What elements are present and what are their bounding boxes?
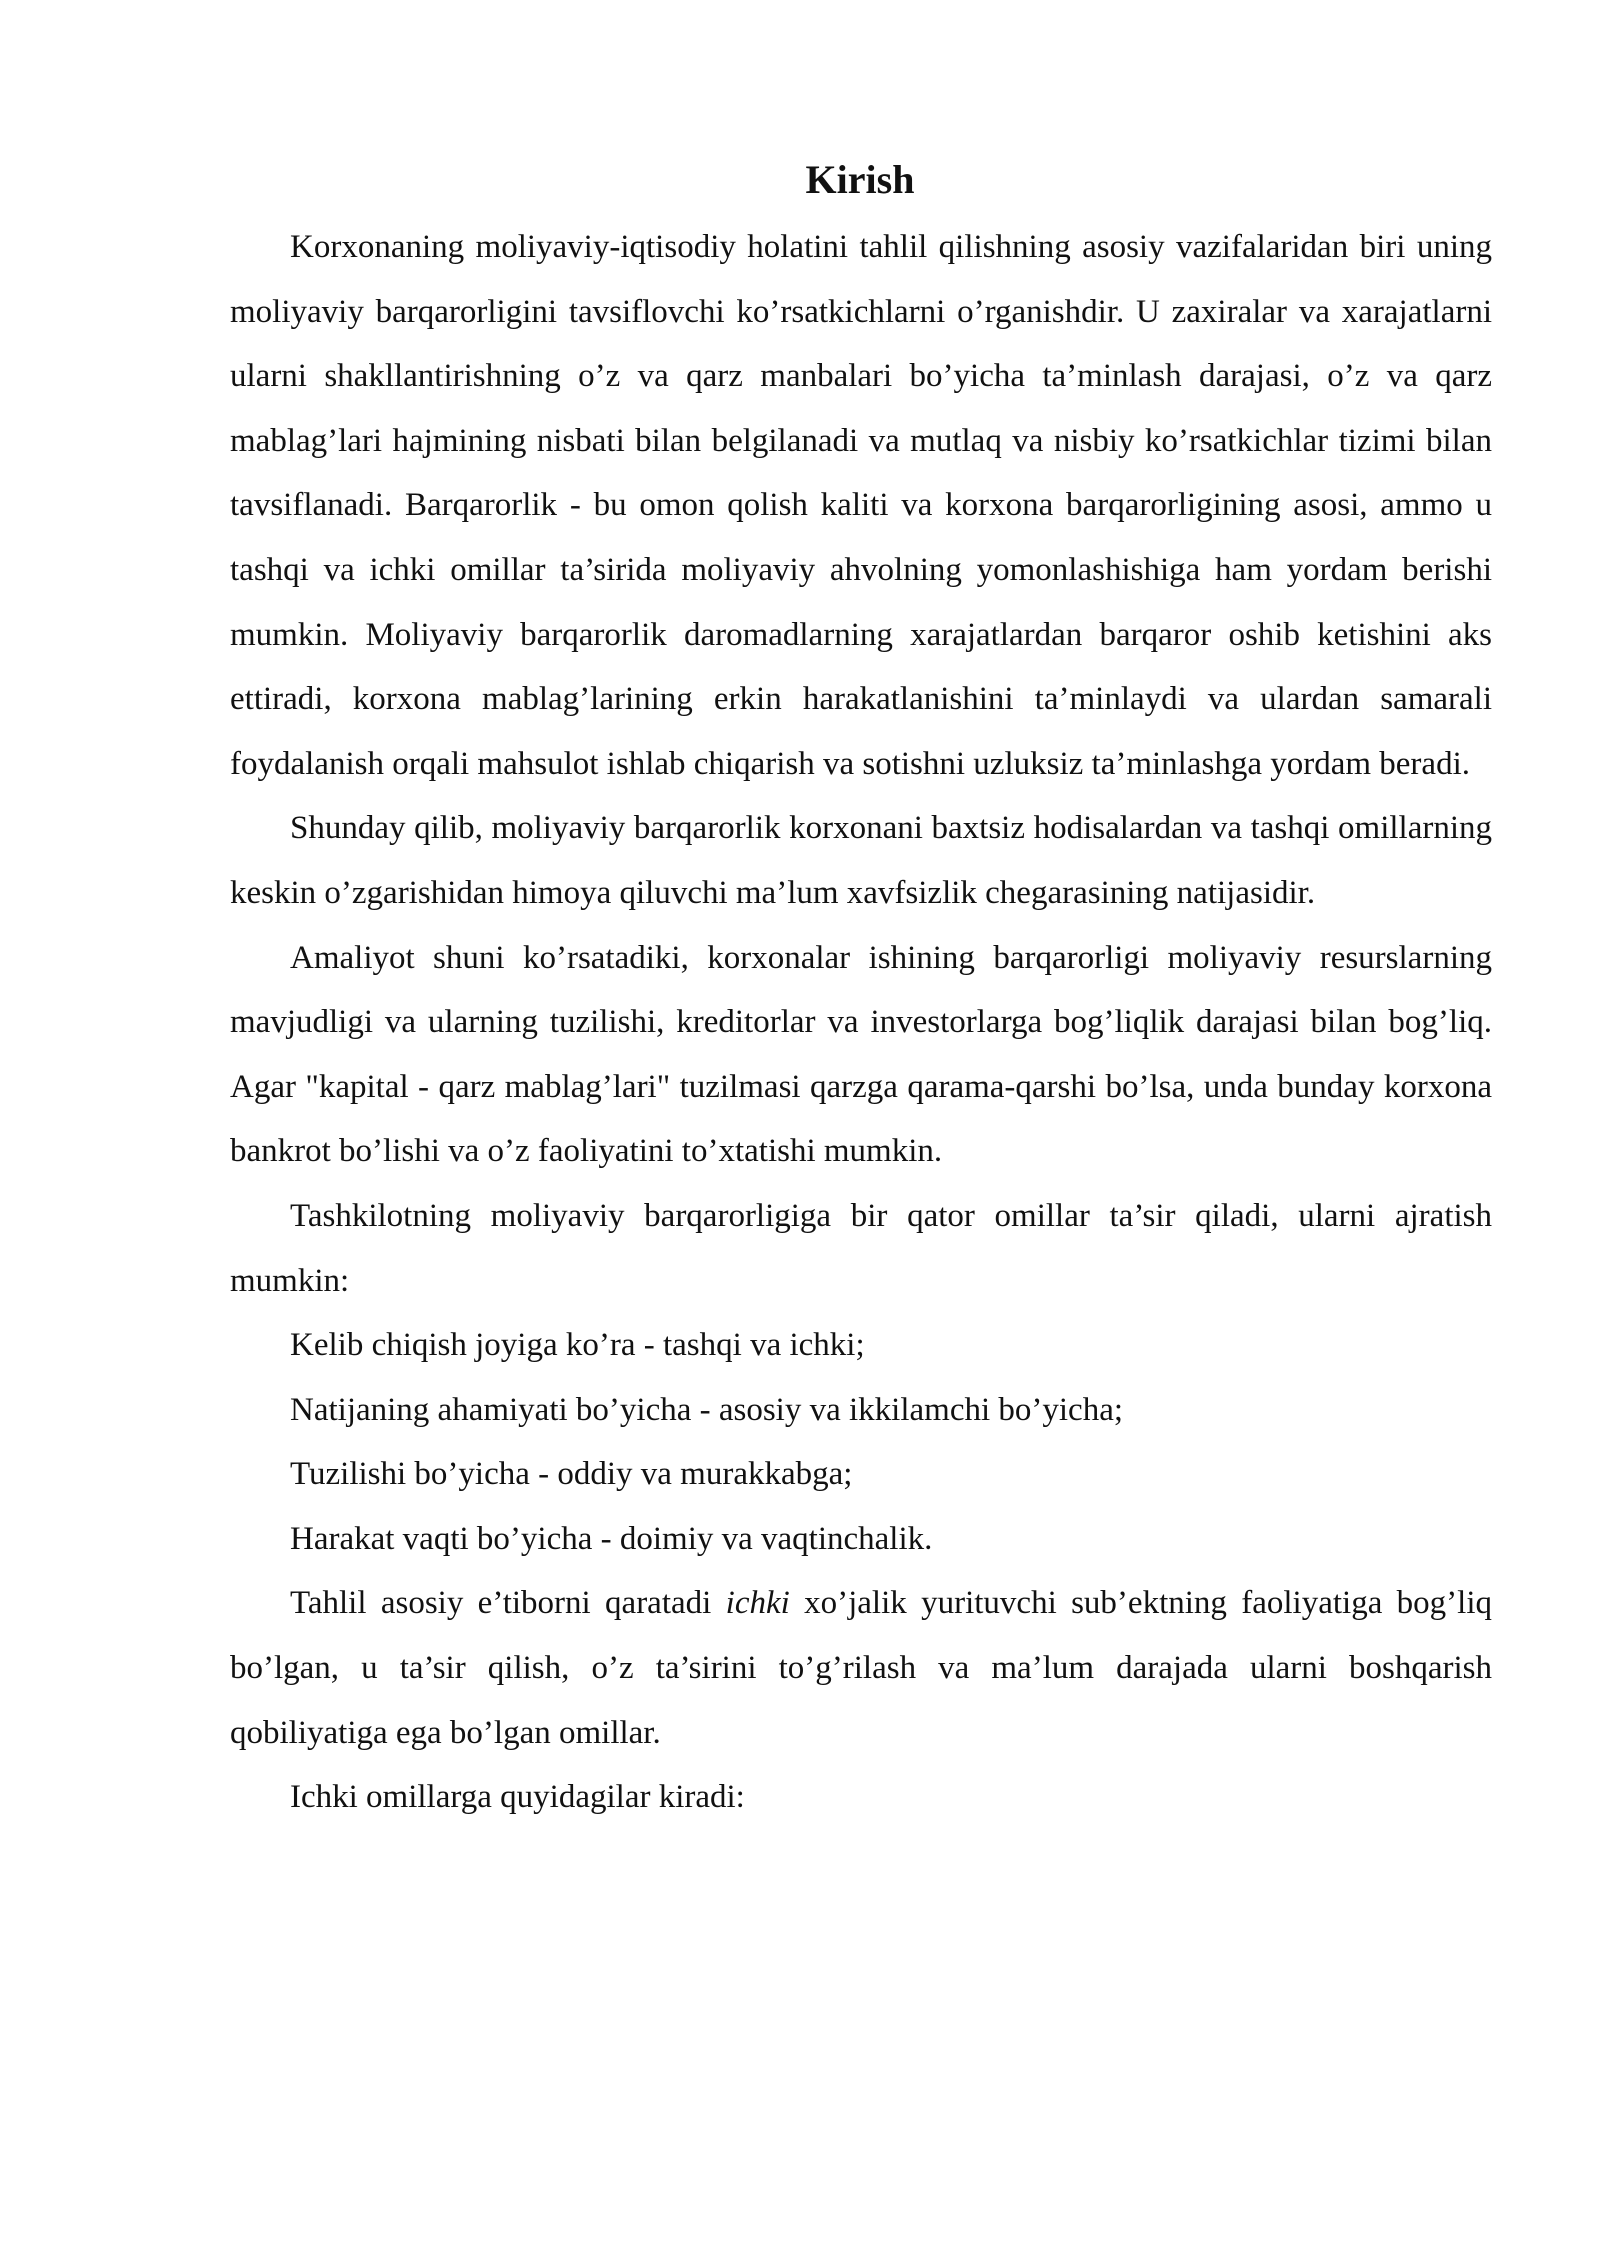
analysis-text-end: xo’jalik yurituvchi sub’ektning faoliyatiga bog’liq bo’lgan, u ta’sir qilish, o’z ta’sirini to’g’rilash va ma’lum darajada ularni boshqarish qobiliyatiga ega bo’lgan omillar. xyxy=(230,1585,1493,1751)
analysis-text-start: Tahlil asosiy e’tiborni qaratadi xyxy=(290,1585,726,1622)
paragraph-closing: Ichki omillarga quyidagilar kiradi: xyxy=(290,1779,745,1816)
page-title: Kirish xyxy=(805,157,915,202)
list-item-structure: Tuzilishi bo’yicha - oddiy va murakkabga; xyxy=(290,1456,853,1493)
document-body xyxy=(230,215,1492,1830)
paragraph-intro: Korxonaning moliyaviy-iqtisodiy holatini tahlil qilishning asosiy vazifalaridan biri uning moliyaviy barqarorligini tavsiflovchi ko’rsatkichlarni o’rganishdir. U zaxiralar va xarajatlarni ularni shakllantirishning o’z va qarz manbalari bo’yicha ta’minlash darajasi, o’z va qarz mablag’lari hajmining nisbati bilan belgilanadi va mutlaq va nisbiy ko’rsatkichlar tizimi bilan tavsiflanadi. Barqarorlik - bu omon qolish kaliti va korxona barqarorligining asosi, ammo u tashqi va ichki omillar ta’sirida moliyaviy ahvolning yomonlashishiga ham yordam berishi mumkin. Moliyaviy barqarorlik daromadlarning xarajatlardan barqaror oshib ketishini aks ettiradi, korxona mablag’larining erkin harakatlanishini ta’minlaydi va ulardan samarali foydalanish orqali mahsulot ishlab chiqarish va sotishni uzluksiz ta’minlashga yordam beradi. xyxy=(230,229,1492,782)
paragraph-safety-margin: Shunday qilib, moliyaviy barqarorlik korxonani baxtsiz hodisalardan va tashqi omillarning keskin o’zgarishidan himoya qiluvchi ma’lum xavfsizlik chegarasining natijasidir. xyxy=(230,810,1492,911)
list-item-origin: Kelib chiqish joyiga ko’ra - tashqi va ichki; xyxy=(290,1327,865,1364)
paragraph-analysis xyxy=(230,1571,1492,1765)
analysis-italic-term: ichki xyxy=(725,1585,790,1622)
list-item-importance: Natijaning ahamiyati bo’yicha - asosiy va ikkilamchi bo’yicha; xyxy=(290,1391,1124,1428)
paragraph-factors: Tashkilotning moliyaviy barqarorligiga bir qator omillar ta’sir qiladi, ularni ajratish mumkin: xyxy=(230,1197,1492,1299)
paragraph-practice: Amaliyot shuni ko’rsatadiki, korxonalar ishining barqarorligi moliyaviy resurslarning mavjudligi va ularning tuzilishi, kreditorlar va investorlarga bog’liqlik darajasi bilan bog’liq. Agar "kapital - qarz mablag’lari" tuzilmasi qarzga qarama-qarshi bo’lsa, unda bunday korxona bankrot bo’lishi va o’z faoliyatini to’xtatishi mumkin. xyxy=(230,939,1492,1170)
list-item-duration: Harakat vaqti bo’yicha - doimiy va vaqtinchalik. xyxy=(290,1520,933,1557)
